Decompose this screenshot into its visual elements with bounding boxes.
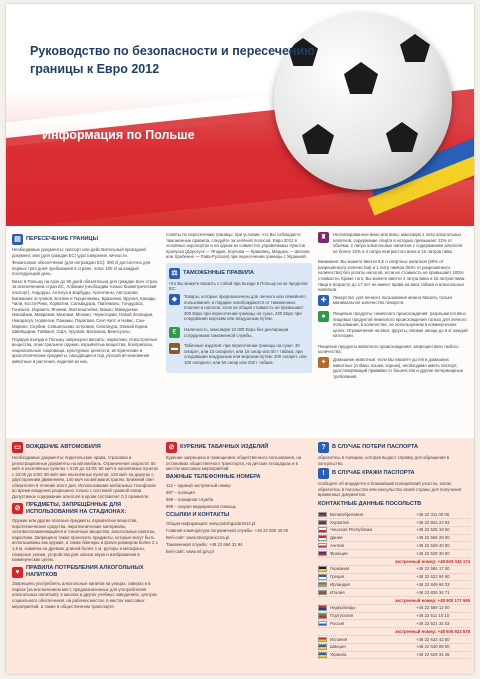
embassy-row xyxy=(318,542,470,550)
embassy-phone: +48 22 622 42 50 xyxy=(416,636,450,642)
food-icon: ● xyxy=(318,311,329,322)
link-general[interactable]: Общая информация: www.polishguide2012.pl xyxy=(166,521,256,527)
embassy-phone: +48 22 844 23 93 xyxy=(416,519,450,525)
food-plant-text: Пищевые продукты: немясного происхождения: разрешается ввоз пищевых продуктов немясного происхождения только для личного пользования, в количестве, не используемом в коммерческих целях. Ограничение на ввоз: фрукты, свежие овощи до 5 кг каждой категории. xyxy=(333,310,468,339)
customs-section xyxy=(166,232,312,373)
border-visa-text: Виза: в Польшу на срок до 90 дней обязательна для граждан всех стран, за исключением стран ЕС, Албании (необходим только биометрический паспорт), Андорры, Антигуа и Барбуды, Аргентины, Австралии, Багамских островов, Боснии и Герцеговины, Бразилии, Брунея, Канады, Чили, Коста-Рики, Хорватии, Сальвадора, Гватемалы, Гондураса, Гонконга, Израиля, Японии, Лихтенштейна, Макао, Македонии, Малайзии, Маврикия, Мексики, Монако, Черногории, Новой Зеландии, Никарагуа, Норвегии, Панамы, Парагвая, Сент-Китс и Невис, Сан-Марино, Сербии, Сейшельских островов, Сингапура, Южной Кореи, Швейцарии, Тайваня, США, Уругвая, Ватикана, Венесуэлы. xyxy=(12,278,159,335)
stadium-text: Оружие или другие опасные предметы, взрывчатые вещества, пиротехнические средства, пиротехнические материалы, легковоспламеняющиеся и токсичные вещества, алкогольные напитки, наркотики. Запрещено также проносить предметы, которые могут быть использованы как оружие, а также баннеры и флаги размером более 2 x 1,5 м, знамёна на древках длиной более 1 м, рупоры и мегафоны, лазерные указки, устройства для записи звука и изображения в коммерческих целях. xyxy=(12,518,158,563)
customs-intro: Что Вы можете ввозить с собой при въезде в Польшу из-за пределов ЕС: xyxy=(169,280,308,292)
embassy-phone: +48 22 511 10 10 xyxy=(416,613,450,619)
link-finance[interactable]: Веб-сайт: www.mf.gov.pl xyxy=(166,549,214,555)
embassy-country: Россия xyxy=(330,620,345,626)
car-icon: ▭ xyxy=(12,442,23,453)
alcohol-limits-text: Неэтилированное вино или вино: максимум 1 литр алкогольных напитков, содержание спирта в которых превышает 22% от объёма, 2 литра алкогольных напитков с содержанием алкоголя не более 22% и 4 литра неигристого вина и 16 литров пива. xyxy=(333,232,463,254)
food-animal-text: Пищевые продукты животного происхождения: запрещён ввоз любого количества. xyxy=(318,343,459,355)
no-smoking-icon: ⊘ xyxy=(166,442,177,453)
glass-icon: ♥ xyxy=(12,567,23,578)
country-flag-icon xyxy=(318,621,327,627)
embassy-country: Нидерланды xyxy=(330,605,356,611)
embassy-row xyxy=(318,519,470,527)
country-flag-icon xyxy=(318,605,327,611)
country-flag-icon xyxy=(318,652,327,658)
lost-passport-text: обратитесь в полицию, которая выдаст справку для обращения в консульство. xyxy=(318,455,450,466)
drinking-text: Запрещено употреблять алкогольные напитки на улицах, скверах и в парках (за исключением мест, предназначенных для употребления алкогольных напитков), в школах и других учебных заведениях, центрах социального обеспечения, на рабочих местах, в местах массовых мероприятий, а также в общественном транспорте. xyxy=(12,581,158,609)
embassy-country: Швеция xyxy=(330,644,346,650)
country-flag-icon xyxy=(318,613,327,619)
contacts-column xyxy=(318,440,470,659)
lost-passport-heading: ? В СЛУЧАЕ ПОТЕРИ ПАСПОРТА xyxy=(318,442,470,453)
page-title: Руководство по безопасности и пересечению границы к Евро 2012 xyxy=(30,44,315,77)
border-prohibited-text: Порядок въезда в Польшу запрещено ввозить: наркотики, психотропные вещества, огнестрельное оружие, взрывчатые вещества, боеприпасы, национальные сокровища, культурные ценности, исторические и археологические предметы, находящиеся под угрозой исчезновения животные и растения, изделия из них. xyxy=(12,336,158,364)
embassy-phone: +48 22 525 18 50 xyxy=(416,527,450,533)
embassy-country: Италия xyxy=(330,589,345,595)
emergency-embassy-number: экстренный номер: +48 500 177 555 xyxy=(318,597,470,605)
tobacco-heading: ⊘ КУРЕНИЕ ТАБАЧНЫХ ИЗДЕЛИЙ xyxy=(166,442,312,453)
tobacco-text: Курение запрещено в помещениях общественного пользования, на остановках общественного транспорта, на детских площадках и в местах массовых мероприятий. xyxy=(166,455,302,472)
embassy-country: Португалия xyxy=(330,613,354,619)
embassy-phone: +48 22 622 94 60 xyxy=(416,574,450,580)
country-flag-icon xyxy=(318,644,327,650)
country-flag-icon xyxy=(318,582,327,588)
info-column xyxy=(166,440,312,556)
embassy-row xyxy=(318,589,470,597)
embassy-country: Дания xyxy=(330,535,343,541)
embassy-list xyxy=(318,511,470,659)
embassy-country: Франция xyxy=(330,550,348,556)
embassy-phone: +48 22 311 00 00 xyxy=(416,511,450,517)
link-border-guard[interactable]: Веб-сайт: www.strazgraniczna.pl xyxy=(166,535,230,541)
country-flag-icon xyxy=(318,543,327,549)
embassy-phone: +48 22 529 30 00 xyxy=(416,550,450,556)
medicine-text: Лекарства: для личного пользования можно ввозить только минимальное количество лекарств. xyxy=(333,294,453,306)
embassy-phone: +48 22 629 34 46 xyxy=(416,652,450,658)
embassy-phone: +48 22 529 40 00 xyxy=(416,542,450,548)
embassy-row xyxy=(318,620,470,628)
pets-text: Домашние животные: если Вы ввозите до пяти домашних животных (собаки, кошки, хорьки), необходимо иметь паспорт, удостоверяющий прививки от бешенства и другие ветеринарные требования. xyxy=(333,356,464,379)
prohibited-icon: ⊘ xyxy=(12,503,23,514)
embassy-row xyxy=(318,636,470,644)
football-image xyxy=(274,12,452,190)
country-flag-icon xyxy=(318,574,327,580)
embassy-country: Украина xyxy=(330,652,347,658)
customs-goods-text: Товары, которые предназначены для личного или семейного пользования, и подарки освобождаются от таможенных пошлин и налогов, если их общая стоимость не превышает: 300 Евро при пересечении границы на суше, 430 Евро при следовании морским или воздушным путём. xyxy=(184,294,306,322)
embassy-country: Англия xyxy=(330,542,344,548)
embassy-phone: +48 22 621 34 53 xyxy=(416,620,450,626)
pet-icon: ✦ xyxy=(318,357,329,368)
country-flag-icon xyxy=(318,535,327,541)
embassy-country: Великобритания xyxy=(330,511,363,517)
embassy-country: Испания xyxy=(330,636,348,642)
country-flag-icon xyxy=(318,566,327,572)
customs-box xyxy=(166,263,312,374)
customs-tobacco-text: Табачные изделия: при пересечении границы на суше: 40 сигарет, или 10 сигарилл, или 10 сигар или 50 г табака; при следовании воздушным или морским путём: 200 сигарет, или 100 сигарилл, или 50 сигар или 250 г табака. xyxy=(184,343,307,365)
driving-text: Необходимые документы: водительские права, страховка и регистрационные документы на автомобиль. Ограничения скорости: 50 км/ч в населённых пунктах с 5:00 до 23:00; 60 км/ч в населённых пунктах с 23:00 до 5:00; 90 км/ч вне населённых пунктов, 120 км/ч на дорогах с двусторонним движением, 140 км/ч на автомагистралях. Ближний свет обязателен в течение всего дня. Использование мобильных телефонов во время вождения разрешено только с системой громкой связи. Допустимое содержание алкоголя в крови составляет 0,2 промилле. xyxy=(12,455,159,500)
embassy-row xyxy=(318,613,470,621)
embassy-row xyxy=(318,550,470,558)
wine-bottle-icon: ♜ xyxy=(318,232,329,243)
embassy-phone: +48 22 584 17 00 xyxy=(416,566,450,572)
alcohol-note-text: Внимание: Вы можете ввезти 0,5 л спиртных напитков (50% от разрешённого количества) и 1 литр ликёра (50% от разрешённого количества) без уплаты налогов, если их стоимость не превышает 100% стоимости. Кроме того, Вы можете ввезти 4 литра вина и 16 литров пива. Лица в возрасте до 17 лет не имеют права на ввоз табака и алкогольных напитков. xyxy=(318,259,466,293)
bottom-section xyxy=(6,434,474,674)
embassy-country: Чешская Республика xyxy=(330,527,373,533)
embassy-phone: +48 22 640 89 00 xyxy=(416,644,450,650)
country-flag-icon xyxy=(318,637,327,643)
embassy-row xyxy=(318,527,470,535)
border-tips-text: Советы по пересечению границы: при условии, что Вы соблюдаете таможенные правила, следуйте за зелёной полосой. Евро 2012 в основных аэропортах и на одном из совместно управляемых пунктов пропуска (Дорогуск — Ягодин, Корчова — Краковец, Медыка — Шегини или Хребенне — Рава-Русская) при пересечении границы с Украиной. xyxy=(166,232,310,260)
brochure-page xyxy=(6,4,474,674)
emergency-heading: ВАЖНЫЕ ТЕЛЕФОННЫЕ НОМЕРА xyxy=(166,473,261,480)
hero-banner xyxy=(6,4,474,226)
embassy-country: Хорватия xyxy=(330,519,349,525)
stadium-heading: ⊘ ПРЕДМЕТЫ, ЗАПРЕЩЁННЫЕ ДЛЯ ИСПОЛЬЗОВАНИЯ НА СТАДИОНАХ: xyxy=(12,502,160,517)
embassy-row xyxy=(318,574,470,582)
customs-heading: ⚖ ТАМОЖЕННЫЕ ПРАВИЛА xyxy=(169,268,309,279)
tobacco-icon: ▬ xyxy=(169,343,180,354)
country-flag-icon xyxy=(318,527,327,533)
passport-icon: ▤ xyxy=(12,234,23,245)
links-heading: ССЫЛКИ И КОНТАКТЫ xyxy=(166,511,230,518)
driving-heading: ▭ ВОЖДЕНИЕ АВТОМОБИЛЯ xyxy=(12,442,160,453)
embassy-row xyxy=(318,605,470,613)
cash-icon: € xyxy=(169,327,180,338)
rules-column xyxy=(12,440,160,611)
embassy-row xyxy=(318,511,470,519)
embassy-row xyxy=(318,535,470,543)
customs-icon: ⚖ xyxy=(169,268,180,279)
country-flag-icon xyxy=(318,520,327,526)
stolen-passport-heading: ! В СЛУЧАЕ КРАЖИ ПАСПОРТА xyxy=(318,468,470,479)
gift-icon: ◆ xyxy=(169,294,180,305)
goods-section xyxy=(318,232,468,384)
links-list: Общая информация: www.polishguide2012.pl Главная комендатура пограничной службы: +48 22 500 40 00 Веб-сайт: www.strazgraniczna.pl Таможенная служба: +48 22 694 31 94 Веб-сайт: www.mf.gov.pl xyxy=(166,521,312,555)
customs-cash-text: Наличность, максимум 10 000 Евро без декларации сотрудникам таможенной службы. xyxy=(184,326,289,338)
stolen-passport-text: сообщите об инциденте в ближайший полицейский участок, затем обратитесь в посольство или консульство своей страны для получения временных документов. xyxy=(318,481,462,498)
embassy-phone: +48 22 559 12 00 xyxy=(416,605,450,611)
border-section xyxy=(12,232,160,367)
border-heading: ▤ ПЕРЕСЕЧЕНИЕ ГРАНИЦЫ xyxy=(12,234,160,245)
emergency-embassy-number: экстренный номер: +48 603 342 174 xyxy=(318,558,470,566)
embassy-phone: +48 22 826 34 71 xyxy=(416,589,450,595)
emergency-list: 112 – единый экстренный номер 997 – полиция 998 – пожарная служба 999 – скорая медицинская помощь xyxy=(166,483,236,510)
embassy-heading: КОНТАКТНЫЕ ДАННЫЕ ПОСОЛЬСТВ xyxy=(318,500,422,507)
border-documents-text: Необходимые документы: паспорт или действительный проездной документ, или (для граждан ЕС) удостоверение личности. xyxy=(12,247,146,258)
embassy-row xyxy=(318,644,470,652)
country-flag-icon xyxy=(318,590,327,596)
embassy-country: Германия xyxy=(330,566,350,572)
border-finance-text: Финансовое обеспечение (для неграждан ЕС): 300 zł достаточно для первых трёх дней пребывания в стране, плюс 100 zł за каждый последующий день. xyxy=(12,260,151,277)
passport-stolen-icon: ! xyxy=(318,468,329,479)
passport-lost-icon: ? xyxy=(318,442,329,453)
embassy-row xyxy=(318,566,470,574)
emergency-embassy-number: экстренный номер: +48 605 922 578 xyxy=(318,628,470,636)
page-subtitle: Информация по Польше xyxy=(42,128,195,142)
embassy-row xyxy=(318,652,470,660)
embassy-phone: +48 22 849 66 33 xyxy=(416,581,450,587)
country-flag-icon xyxy=(318,512,327,518)
embassy-phone: +48 22 565 29 00 xyxy=(416,535,450,541)
drinking-heading: ♥ ПРАВИЛА ПОТРЕБЛЕНИЯ АЛКОГОЛЬНЫХ НАПИТКОВ xyxy=(12,565,160,580)
country-flag-icon xyxy=(318,551,327,557)
embassy-row xyxy=(318,581,470,589)
embassy-country: Ирландия xyxy=(330,581,350,587)
embassy-country: Греция xyxy=(330,574,345,580)
medicine-icon: ✚ xyxy=(318,295,329,306)
